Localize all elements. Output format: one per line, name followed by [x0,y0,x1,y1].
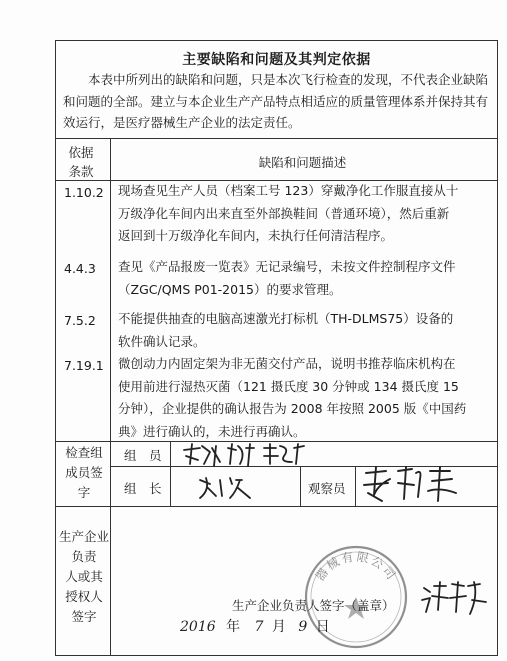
finding-clause: 4.4.3 [64,261,96,276]
description-header: 缺陷和问题描述 [258,155,347,170]
finding-line: 查见《产品报废一览表》无记录编号，未按文件控制程序文件 [118,259,456,274]
leader-observer-divider [300,466,301,506]
enterprise-label-line: 授权人 [65,589,103,604]
clause-header [58,143,104,181]
role-column-divider [170,441,171,506]
enterprise-label-line: 人或其 [65,569,103,584]
team-label-line: 字 [77,485,91,500]
finding-description [118,308,490,353]
team-label-line: 成员签 [65,465,103,480]
finding-description [118,256,490,301]
finding-clause: 7.5.2 [64,313,96,328]
finding-line: 软件确认记录。 [118,333,206,349]
finding-clause: 7.19.1 [64,358,104,373]
rule-after-intro [55,138,498,139]
date-year-unit: 年 [226,619,241,635]
finding-line: 典》进行确认的，未进行再确认。 [118,423,306,439]
date-month: 7 [254,619,264,635]
section-title: 主要缺陷和问题及其判定依据 [182,52,371,68]
finding-line: 微创动力内固定架为非无菌交付产品，说明书推荐临床机构在 [118,356,456,371]
inspection-team-label [58,443,110,503]
observer-label: 观察员 [308,481,346,496]
finding-clause: 1.10.2 [64,185,104,200]
finding-line: 使用前进行湿热灭菌（121 摄氏度 30 分钟或 134 摄氏度 15 [118,378,459,394]
observer-label-divider [355,466,356,506]
leader-signature [196,474,256,502]
finding-line: 现场查见生产人员（档案工号 123）穿戴净化工作服直接从十 [118,183,459,198]
enterprise-label [58,527,110,627]
signature-date [180,616,330,636]
member-label: 组 员 [124,448,162,463]
finding-line: 不能提供抽查的电脑高速激光打标机（TH-DLMS75）设备的 [118,311,454,326]
enterprise-signature-label: 生产企业负责人签字（盖章） [232,598,395,613]
clause-header-line: 依据 [68,145,94,160]
intro-paragraph: 本表中所列出的缺陷和问题，只是本次飞行检查的发现，不代表企业缺陷和问题的全部。建立与本企业生产产品特点相适应的质量管理体系并保持其有效运行，是医疗器械生产企业的法定责任。 [63,72,489,130]
member-signature [180,442,310,468]
leader-label: 组 长 [124,481,162,496]
date-day-unit: 日 [315,619,330,635]
enterprise-signature [420,580,492,618]
clause-header-line: 条款 [68,164,94,179]
clause-column-divider [110,138,111,506]
team-label-line: 检查组 [65,445,103,460]
finding-description [118,180,490,248]
finding-line: 返回到十万级净化车间内，未执行任何清洁程序。 [118,228,394,243]
enterprise-label-line: 签字 [71,609,97,624]
date-year: 2016 [180,619,216,635]
enterprise-column-divider [110,506,111,656]
rule-after-team [55,506,498,507]
date-day: 9 [298,619,308,635]
finding-description [118,353,490,443]
date-month-unit: 月 [271,619,286,635]
observer-signature [360,465,464,505]
finding-line: （ZGC/QMS P01-2015）的要求管理。 [118,281,342,297]
enterprise-label-line: 生产企业负责 [58,529,109,564]
finding-line: 万级净化车间内出来直至外部换鞋间（普通环境），然后重新 [118,205,450,221]
svg-text:器械有限公司: 器械有限公司 [312,549,400,584]
finding-line: 分钟），企业提供的确认报告为 2008 年按照 2005 版《中国药 [118,401,467,416]
